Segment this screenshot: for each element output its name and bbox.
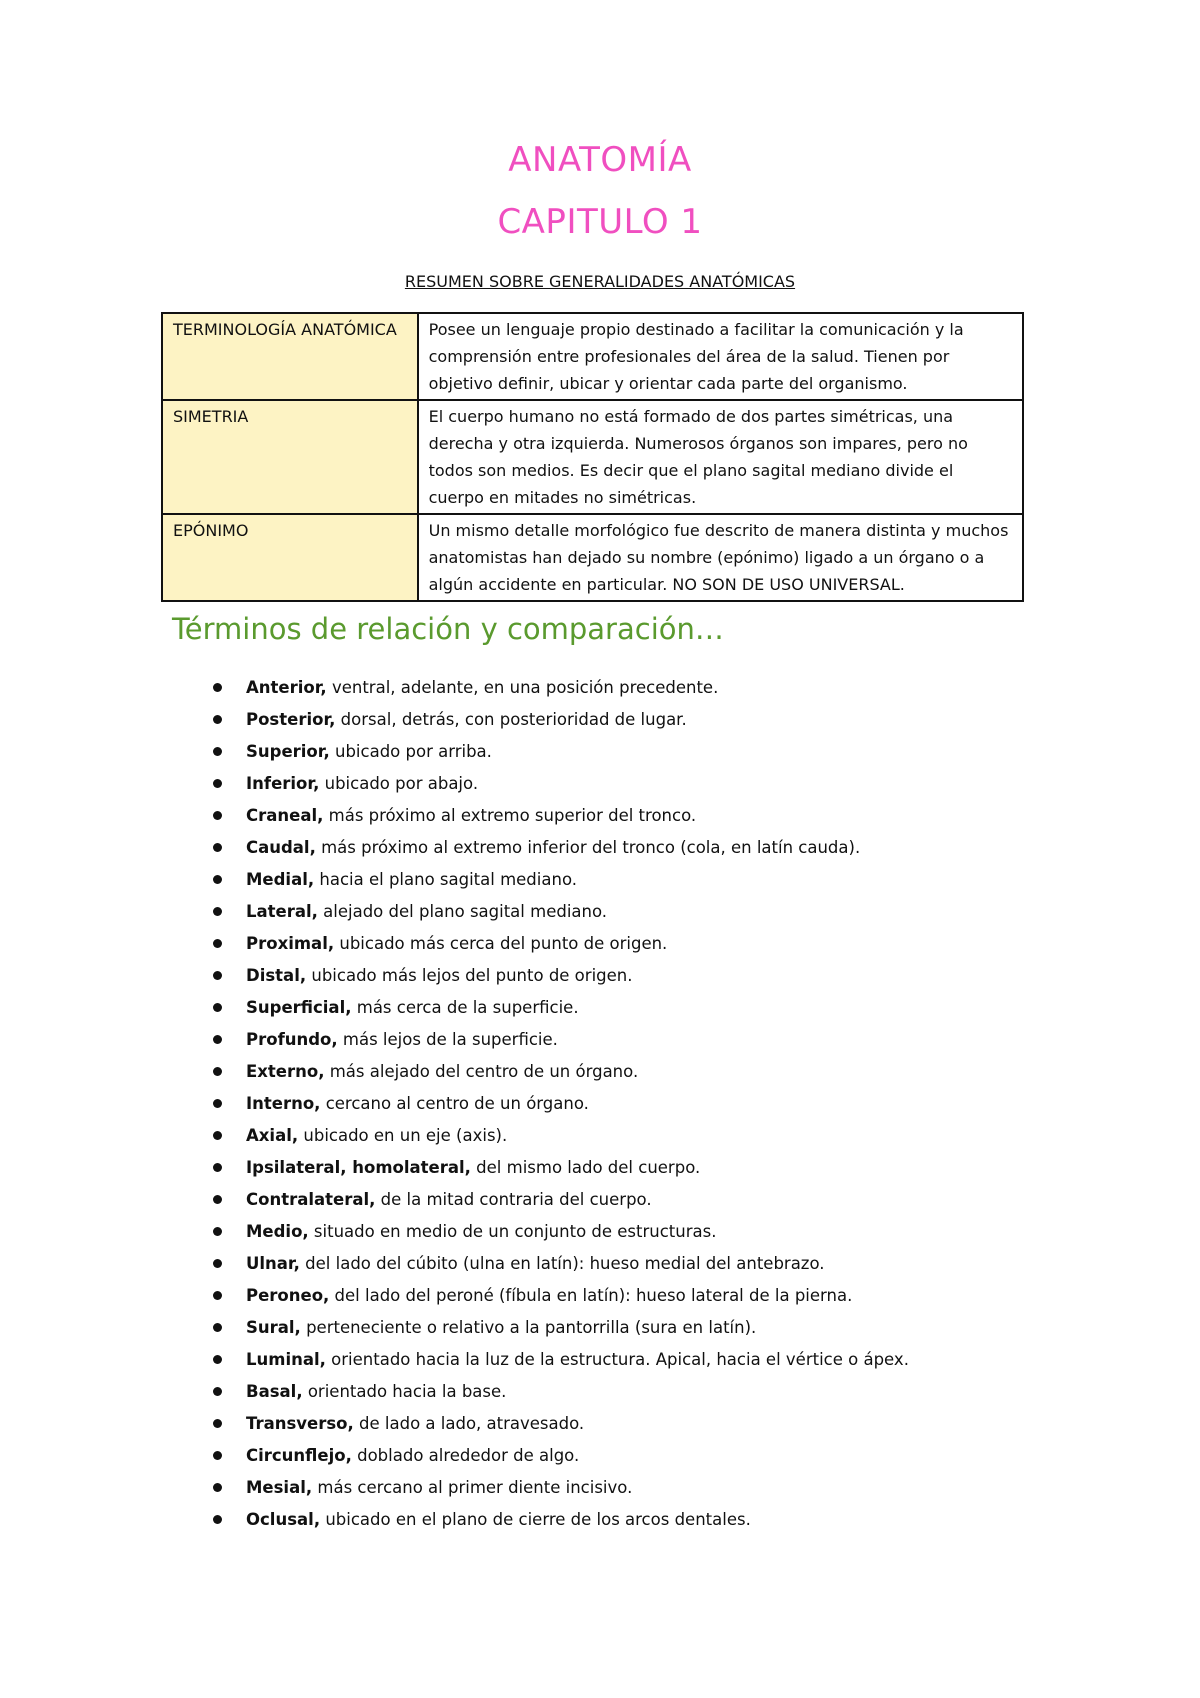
bullet-icon bbox=[213, 715, 222, 724]
term-name: Interno, bbox=[246, 1094, 321, 1113]
list-item bbox=[208, 1184, 909, 1216]
term-name: Superficial, bbox=[246, 998, 352, 1017]
term-description: orientado hacia la luz de la estructura. Apical, hacia el vértice o ápex. bbox=[325, 1350, 909, 1369]
term-name: Peroneo, bbox=[246, 1286, 330, 1305]
terms-table bbox=[161, 312, 1024, 602]
list-item bbox=[208, 864, 909, 896]
bullet-icon bbox=[213, 1099, 222, 1108]
term-name: Ipsilateral, homolateral, bbox=[246, 1158, 471, 1177]
term-description: ubicado más cerca del punto de origen. bbox=[334, 934, 668, 953]
list-item bbox=[208, 960, 909, 992]
bullet-icon bbox=[213, 1227, 222, 1236]
bullet-icon bbox=[213, 843, 222, 852]
term-description: más lejos de la superficie. bbox=[337, 1030, 558, 1049]
section-title: Términos de relación y comparación… bbox=[172, 612, 724, 646]
bullet-icon bbox=[213, 1067, 222, 1076]
term-description: de la mitad contraria del cuerpo. bbox=[375, 1190, 652, 1209]
list-item bbox=[208, 1152, 909, 1184]
term-name: Caudal, bbox=[246, 838, 316, 857]
term-name: Posterior, bbox=[246, 710, 336, 729]
term-name: Oclusal, bbox=[246, 1510, 321, 1529]
term-name: Medio, bbox=[246, 1222, 309, 1241]
bullet-icon bbox=[213, 1003, 222, 1012]
list-item bbox=[208, 1344, 909, 1376]
term-description: de lado a lado, atravesado. bbox=[353, 1414, 585, 1433]
list-item bbox=[208, 832, 909, 864]
term-name: Mesial, bbox=[246, 1478, 313, 1497]
list-item bbox=[208, 704, 909, 736]
definition-cell: Posee un lenguaje propio destinado a facilitar la comunicación y la comprensión entre profesionales del área de la salud. Tienen por objetivo definir, ubicar y orientar cada parte del organismo. bbox=[418, 313, 1023, 400]
bullet-icon bbox=[213, 1259, 222, 1268]
term-description: más próximo al extremo superior del tronco. bbox=[323, 806, 697, 825]
term-description: del lado del cúbito (ulna en latín): hueso medial del antebrazo. bbox=[299, 1254, 825, 1273]
list-item bbox=[208, 928, 909, 960]
term-description: más cerca de la superficie. bbox=[351, 998, 579, 1017]
term-name: Proximal, bbox=[246, 934, 335, 953]
table-row bbox=[162, 514, 1023, 601]
list-item bbox=[208, 1248, 909, 1280]
bullet-icon bbox=[213, 1387, 222, 1396]
term-description: orientado hacia la base. bbox=[302, 1382, 507, 1401]
list-item bbox=[208, 896, 909, 928]
bullet-icon bbox=[213, 683, 222, 692]
term-name: Superior, bbox=[246, 742, 330, 761]
term-description: ubicado por abajo. bbox=[319, 774, 479, 793]
list-item bbox=[208, 736, 909, 768]
list-item bbox=[208, 992, 909, 1024]
list-item bbox=[208, 1120, 909, 1152]
term-description: perteneciente o relativo a la pantorrilla (sura en latín). bbox=[300, 1318, 757, 1337]
list-item bbox=[208, 768, 909, 800]
term-description: hacia el plano sagital mediano. bbox=[314, 870, 577, 889]
term-description: más alejado del centro de un órgano. bbox=[324, 1062, 639, 1081]
terms-list bbox=[208, 672, 909, 1536]
term-cell: EPÓNIMO bbox=[162, 514, 418, 601]
list-item bbox=[208, 1056, 909, 1088]
term-name: Contralateral, bbox=[246, 1190, 376, 1209]
term-description: doblado alrededor de algo. bbox=[351, 1446, 580, 1465]
chapter-title: CAPITULO 1 bbox=[497, 202, 703, 242]
bullet-icon bbox=[213, 1483, 222, 1492]
term-name: Distal, bbox=[246, 966, 307, 985]
term-name: Externo, bbox=[246, 1062, 325, 1081]
term-description: del lado del peroné (fíbula en latín): hueso lateral de la pierna. bbox=[329, 1286, 853, 1305]
term-name: Basal, bbox=[246, 1382, 303, 1401]
term-name: Profundo, bbox=[246, 1030, 338, 1049]
term-description: ubicado por arriba. bbox=[329, 742, 492, 761]
list-item bbox=[208, 1440, 909, 1472]
bullet-icon bbox=[213, 747, 222, 756]
term-name: Anterior, bbox=[246, 678, 327, 697]
bullet-icon bbox=[213, 1163, 222, 1172]
term-description: ubicado más lejos del punto de origen. bbox=[306, 966, 633, 985]
list-item bbox=[208, 1408, 909, 1440]
term-name: Circunflejo, bbox=[246, 1446, 352, 1465]
table-row bbox=[162, 400, 1023, 514]
term-name: Craneal, bbox=[246, 806, 324, 825]
bullet-icon bbox=[213, 1355, 222, 1364]
bullet-icon bbox=[213, 811, 222, 820]
bullet-icon bbox=[213, 1195, 222, 1204]
bullet-icon bbox=[213, 779, 222, 788]
bullet-icon bbox=[213, 1419, 222, 1428]
list-item bbox=[208, 1472, 909, 1504]
term-name: Luminal, bbox=[246, 1350, 326, 1369]
term-name: Lateral, bbox=[246, 902, 318, 921]
term-name: Sural, bbox=[246, 1318, 301, 1337]
bullet-icon bbox=[213, 1515, 222, 1524]
list-item bbox=[208, 1024, 909, 1056]
list-item bbox=[208, 1280, 909, 1312]
list-item bbox=[208, 672, 909, 704]
term-description: ventral, adelante, en una posición precedente. bbox=[326, 678, 719, 697]
term-name: Inferior, bbox=[246, 774, 320, 793]
term-description: dorsal, detrás, con posterioridad de lugar. bbox=[335, 710, 687, 729]
term-description: cercano al centro de un órgano. bbox=[320, 1094, 589, 1113]
bullet-icon bbox=[213, 907, 222, 916]
term-name: Ulnar, bbox=[246, 1254, 300, 1273]
list-item bbox=[208, 1088, 909, 1120]
term-description: más próximo al extremo inferior del tronco (cola, en latín cauda). bbox=[315, 838, 861, 857]
definition-cell: El cuerpo humano no está formado de dos partes simétricas, una derecha y otra izquierda. Numerosos órganos son impares, pero no todos son medios. Es decir que el plano sagital mediano divide el cuerpo en mitades no simétricas. bbox=[418, 400, 1023, 514]
bullet-icon bbox=[213, 1451, 222, 1460]
list-item bbox=[208, 1376, 909, 1408]
bullet-icon bbox=[213, 875, 222, 884]
term-description: del mismo lado del cuerpo. bbox=[470, 1158, 701, 1177]
list-item bbox=[208, 1504, 909, 1536]
table-row bbox=[162, 313, 1023, 400]
term-description: más cercano al primer diente incisivo. bbox=[312, 1478, 633, 1497]
bullet-icon bbox=[213, 1291, 222, 1300]
bullet-icon bbox=[213, 939, 222, 948]
page-title: ANATOMÍA bbox=[508, 140, 692, 180]
list-item bbox=[208, 1312, 909, 1344]
bullet-icon bbox=[213, 1131, 222, 1140]
term-name: Medial, bbox=[246, 870, 315, 889]
term-name: Transverso, bbox=[246, 1414, 354, 1433]
summary-heading: RESUMEN SOBRE GENERALIDADES ANATÓMICAS bbox=[404, 272, 796, 291]
term-description: ubicado en el plano de cierre de los arcos dentales. bbox=[320, 1510, 751, 1529]
term-name: Axial, bbox=[246, 1126, 299, 1145]
definition-cell: Un mismo detalle morfológico fue descrito de manera distinta y muchos anatomistas han dejado su nombre (epónimo) ligado a un órgano o a algún accidente en particular. NO SON DE USO UNIVERSAL. bbox=[418, 514, 1023, 601]
list-item bbox=[208, 800, 909, 832]
list-item bbox=[208, 1216, 909, 1248]
bullet-icon bbox=[213, 1035, 222, 1044]
term-description: alejado del plano sagital mediano. bbox=[317, 902, 608, 921]
term-description: situado en medio de un conjunto de estructuras. bbox=[308, 1222, 717, 1241]
term-cell: TERMINOLOGÍA ANATÓMICA bbox=[162, 313, 418, 400]
term-cell: SIMETRIA bbox=[162, 400, 418, 514]
bullet-icon bbox=[213, 1323, 222, 1332]
bullet-icon bbox=[213, 971, 222, 980]
term-description: ubicado en un eje (axis). bbox=[298, 1126, 508, 1145]
